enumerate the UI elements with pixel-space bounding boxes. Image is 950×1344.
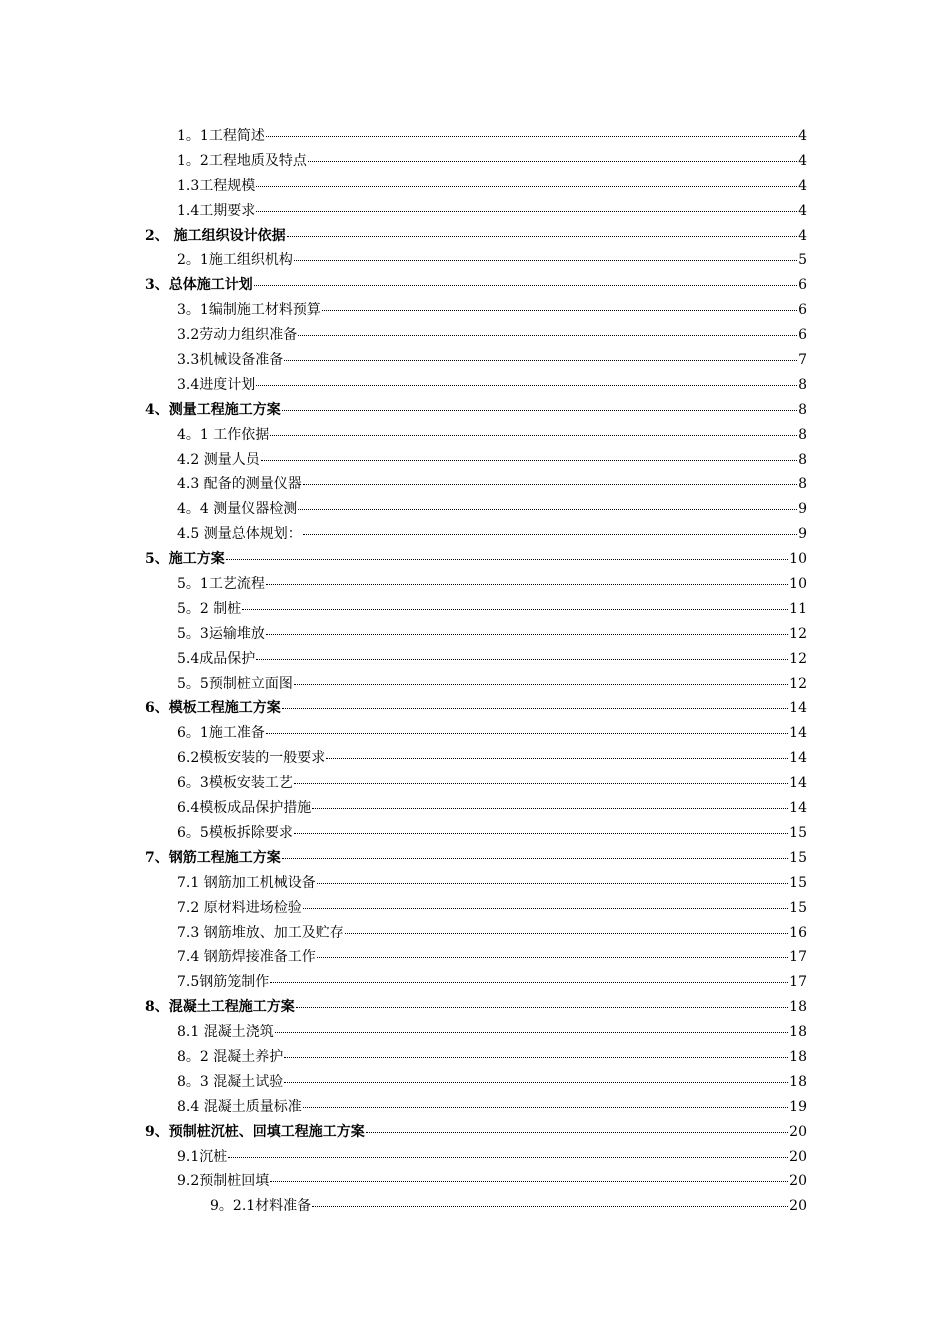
toc-dot-leader: [303, 1106, 788, 1108]
toc-entry-title: 3、总体施工计划: [145, 277, 253, 294]
toc-dot-leader: [294, 259, 797, 261]
toc-entry-page-number: 18: [789, 1024, 807, 1041]
toc-entry-title: 5。3运输堆放: [177, 625, 265, 642]
toc-entry-page-number: 20: [789, 1123, 807, 1140]
toc-dot-leader: [266, 732, 788, 734]
toc-entry[interactable]: [145, 497, 807, 522]
toc-entry-page-number: 17: [789, 974, 807, 991]
toc-entry-page-number: 8: [798, 426, 807, 443]
toc-entry-title: 7.3 钢筋堆放、加工及贮存: [177, 924, 344, 941]
toc-entry-page-number: 6: [798, 302, 807, 319]
toc-dot-leader: [296, 1006, 788, 1008]
toc-entry[interactable]: [145, 174, 807, 199]
toc-entry[interactable]: [145, 921, 807, 946]
toc-entry[interactable]: [145, 771, 807, 796]
toc-entry-title: 6、模板工程施工方案: [145, 700, 281, 717]
toc-entry-title: 4.2 测量人员: [177, 451, 260, 468]
toc-dot-leader: [284, 1056, 788, 1058]
toc-entry-page-number: 15: [789, 824, 807, 841]
toc-entry-title: 6.2模板安装的一般要求: [177, 750, 326, 767]
toc-entry-title: 6。3模板安装工艺: [177, 775, 293, 792]
toc-entry-page-number: 4: [798, 152, 807, 169]
toc-entry[interactable]: [145, 1120, 807, 1145]
toc-entry-title: 1.4工期要求: [177, 202, 256, 219]
toc-dot-leader: [312, 807, 788, 809]
toc-entry-page-number: 8: [798, 376, 807, 393]
toc-dot-leader: [298, 508, 797, 510]
toc-entry[interactable]: [145, 672, 807, 697]
toc-entry-title: 3。1编制施工材料预算: [177, 302, 321, 319]
toc-dot-leader: [284, 359, 797, 361]
toc-entry[interactable]: [145, 547, 807, 572]
toc-entry[interactable]: [145, 721, 807, 746]
toc-dot-leader: [294, 683, 788, 685]
toc-entry-page-number: 12: [789, 625, 807, 642]
toc-dot-leader: [298, 334, 797, 336]
toc-entry-title: 8、混凝土工程施工方案: [145, 999, 295, 1016]
toc-dot-leader: [317, 882, 788, 884]
toc-entry-page-number: 14: [789, 800, 807, 817]
toc-entry-page-number: 19: [789, 1098, 807, 1115]
toc-entry-title: 8。2 混凝土养护: [177, 1048, 284, 1065]
toc-entry-page-number: 18: [789, 999, 807, 1016]
toc-dot-leader: [303, 907, 788, 909]
toc-entry-page-number: 8: [798, 451, 807, 468]
toc-entry-title: 6。1施工准备: [177, 725, 265, 742]
toc-dot-leader: [270, 434, 797, 436]
toc-entry[interactable]: [145, 896, 807, 921]
toc-dot-leader: [266, 633, 788, 635]
toc-entry-title: 9。2.1材料准备: [210, 1198, 312, 1215]
toc-entry[interactable]: [145, 871, 807, 896]
toc-entry[interactable]: [145, 273, 807, 298]
toc-entry[interactable]: [145, 373, 807, 398]
toc-entry[interactable]: [145, 323, 807, 348]
toc-entry-title: 5。5预制桩立面图: [177, 675, 293, 692]
toc-entry-title: 4。4 测量仪器检测: [177, 501, 298, 518]
toc-dot-leader: [254, 284, 797, 286]
toc-entry-page-number: 7: [798, 352, 807, 369]
toc-dot-leader: [270, 1180, 788, 1182]
toc-entry-page-number: 5: [798, 252, 807, 269]
toc-dot-leader: [256, 210, 797, 212]
toc-entry-page-number: 15: [789, 899, 807, 916]
toc-entry-title: 3.4进度计划: [177, 376, 256, 393]
toc-entry[interactable]: [145, 199, 807, 224]
toc-entry[interactable]: [145, 796, 807, 821]
toc-entry-title: 3.3机械设备准备: [177, 352, 284, 369]
toc-entry-page-number: 11: [789, 600, 807, 617]
toc-entry[interactable]: [145, 1020, 807, 1045]
toc-dot-leader: [266, 135, 797, 137]
toc-entry-title: 7.4 钢筋焊接准备工作: [177, 949, 316, 966]
toc-dot-leader: [303, 483, 797, 485]
toc-entry-page-number: 8: [798, 476, 807, 493]
toc-entry[interactable]: [145, 597, 807, 622]
toc-entry-page-number: 14: [789, 775, 807, 792]
toc-entry-title: 8.1 混凝土浇筑: [177, 1024, 274, 1041]
toc-entry-page-number: 12: [789, 675, 807, 692]
toc-entry-page-number: 20: [789, 1173, 807, 1190]
toc-entry-title: 7.5钢筋笼制作: [177, 974, 270, 991]
toc-entry-page-number: 10: [789, 551, 807, 568]
toc-entry[interactable]: [145, 746, 807, 771]
toc-entry-page-number: 8: [798, 401, 807, 418]
toc-dot-leader: [282, 409, 797, 411]
toc-entry-page-number: 14: [789, 700, 807, 717]
toc-entry-page-number: 15: [789, 849, 807, 866]
toc-dot-leader: [294, 832, 788, 834]
toc-entry-title: 8.4 混凝土质量标准: [177, 1098, 302, 1115]
toc-entry-page-number: 20: [789, 1198, 807, 1215]
toc-dot-leader: [282, 857, 788, 859]
toc-entry[interactable]: [145, 945, 807, 970]
toc-entry-title: 4.3 配备的测量仪器: [177, 476, 302, 493]
toc-entry-page-number: 17: [789, 949, 807, 966]
toc-entry-title: 2。1施工组织机构: [177, 252, 293, 269]
toc-entry-title: 1。2工程地质及特点: [177, 152, 307, 169]
toc-entry-page-number: 9: [798, 526, 807, 543]
toc-entry[interactable]: [145, 423, 807, 448]
toc-entry-page-number: 4: [798, 227, 807, 244]
toc-entry-page-number: 16: [789, 924, 807, 941]
toc-dot-leader: [261, 459, 797, 461]
toc-dot-leader: [317, 956, 788, 958]
toc-entry[interactable]: [145, 1194, 807, 1219]
toc-dot-leader: [308, 160, 797, 162]
toc-entry-page-number: 4: [798, 202, 807, 219]
toc-entry-title: 9.1沉桩: [177, 1148, 228, 1165]
toc-entry-page-number: 6: [798, 277, 807, 294]
toc-entry-page-number: 14: [789, 750, 807, 767]
toc-dot-leader: [284, 1081, 788, 1083]
toc-entry[interactable]: [145, 448, 807, 473]
toc-entry-page-number: 4: [798, 177, 807, 194]
toc-entry[interactable]: [145, 1095, 807, 1120]
toc-dot-leader: [242, 608, 788, 610]
toc-dot-leader: [256, 658, 788, 660]
toc-entry[interactable]: [145, 995, 807, 1020]
toc-dot-leader: [294, 782, 788, 784]
table-of-contents: [145, 124, 807, 1219]
toc-entry[interactable]: [145, 821, 807, 846]
toc-entry[interactable]: [145, 1070, 807, 1095]
toc-entry[interactable]: [145, 398, 807, 423]
toc-entry-title: 6.4模板成品保护措施: [177, 800, 312, 817]
toc-entry[interactable]: [145, 149, 807, 174]
toc-dot-leader: [275, 1031, 788, 1033]
toc-entry-title: 3.2劳动力组织准备: [177, 327, 298, 344]
toc-entry-page-number: 9: [798, 501, 807, 518]
toc-entry-title: 1。1工程简述: [177, 128, 265, 144]
toc-dot-leader: [270, 981, 788, 983]
toc-dot-leader: [228, 1156, 788, 1158]
toc-entry[interactable]: [145, 298, 807, 323]
toc-entry-page-number: 18: [789, 1073, 807, 1090]
toc-dot-leader: [345, 932, 788, 934]
toc-dot-leader: [303, 533, 797, 535]
toc-entry-page-number: 20: [789, 1148, 807, 1165]
toc-entry-title: 6。5模板拆除要求: [177, 824, 293, 841]
toc-entry[interactable]: [145, 572, 807, 597]
toc-entry-title: 8。3 混凝土试验: [177, 1073, 284, 1090]
toc-entry-page-number: 10: [789, 576, 807, 593]
toc-entry[interactable]: [145, 1169, 807, 1194]
toc-dot-leader: [326, 757, 788, 759]
toc-entry-page-number: 15: [789, 874, 807, 891]
toc-dot-leader: [282, 707, 788, 709]
toc-entry-page-number: 12: [789, 650, 807, 667]
toc-entry-page-number: 6: [798, 327, 807, 344]
toc-entry-title: 2、 施工组织设计依据: [145, 227, 286, 244]
toc-entry[interactable]: [145, 348, 807, 373]
toc-entry[interactable]: [145, 1145, 807, 1170]
toc-entry-title: 5.4成品保护: [177, 650, 256, 667]
toc-entry-title: 4。1 工作依据: [177, 426, 270, 443]
toc-entry-page-number: 14: [789, 725, 807, 742]
toc-dot-leader: [256, 384, 797, 386]
toc-entry[interactable]: [145, 472, 807, 497]
toc-entry-title: 4、测量工程施工方案: [145, 401, 281, 418]
toc-entry[interactable]: [145, 224, 807, 249]
toc-entry-title: 5、施工方案: [145, 551, 225, 568]
toc-dot-leader: [312, 1205, 788, 1207]
toc-entry-title: 4.5 测量总体规划：: [177, 526, 302, 543]
toc-dot-leader: [226, 558, 788, 560]
toc-entry-page-number: 4: [798, 128, 807, 144]
toc-dot-leader: [287, 235, 797, 237]
toc-entry[interactable]: [145, 248, 807, 273]
toc-entry-title: 7、钢筋工程施工方案: [145, 849, 281, 866]
toc-entry-title: 1.3工程规模: [177, 177, 256, 194]
toc-entry[interactable]: [145, 1045, 807, 1070]
toc-entry-title: 7.2 原材料进场检验: [177, 899, 302, 916]
toc-dot-leader: [266, 583, 788, 585]
toc-entry[interactable]: [145, 522, 807, 547]
toc-entry[interactable]: [145, 970, 807, 995]
toc-entry[interactable]: [145, 647, 807, 672]
toc-entry[interactable]: [145, 846, 807, 871]
toc-entry-title: 9.2预制桩回填: [177, 1173, 270, 1190]
toc-dot-leader: [366, 1131, 788, 1133]
toc-entry-title: 7.1 钢筋加工机械设备: [177, 874, 316, 891]
toc-entry[interactable]: [145, 696, 807, 721]
toc-dot-leader: [256, 185, 797, 187]
toc-entry-title: 9、预制桩沉桩、回填工程施工方案: [145, 1123, 365, 1140]
toc-entry[interactable]: [145, 622, 807, 647]
toc-dot-leader: [322, 309, 797, 311]
toc-entry-page-number: 18: [789, 1048, 807, 1065]
toc-entry[interactable]: [145, 124, 807, 149]
toc-entry-title: 5。1工艺流程: [177, 576, 265, 593]
toc-entry-title: 5。2 制桩: [177, 600, 242, 617]
